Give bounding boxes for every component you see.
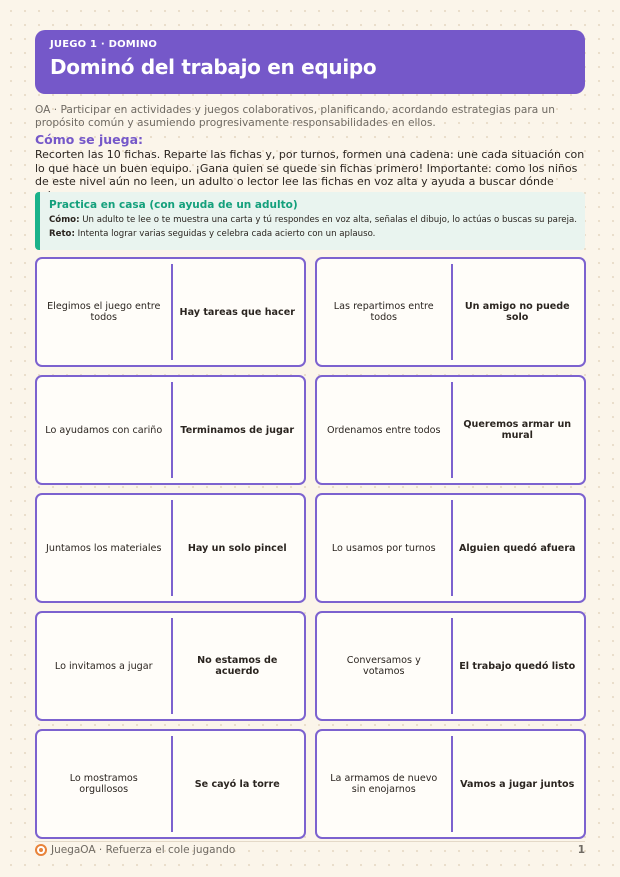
- tile-divider: [451, 500, 453, 596]
- domino-tile: [35, 257, 306, 367]
- domino-tile-grid: [35, 257, 586, 839]
- game-kicker: JUEGO 1 · DOMINO: [50, 39, 158, 50]
- domino-tile: [315, 375, 586, 485]
- practice-reto: [49, 229, 576, 239]
- tile-divider: [171, 264, 173, 360]
- tile-right-text: Se cayó la torre: [194, 778, 280, 790]
- domino-tile: [315, 611, 586, 721]
- tile-right-text: Queremos armar un mural: [463, 419, 572, 441]
- how-to-play-title: Cómo se juega:: [35, 132, 144, 147]
- tile-left-text: Lo ayudamos con cariño: [45, 424, 163, 436]
- tile-left-text: Las repartimos entre todos: [333, 301, 434, 323]
- page-number: 1: [577, 844, 585, 856]
- tile-right-text: Alguien quedó afuera: [458, 542, 576, 554]
- domino-tile: [315, 729, 586, 839]
- tile-right-text: Un amigo no puede solo: [464, 301, 570, 323]
- brand-logo-icon: [35, 844, 47, 856]
- tile-left-text: Ordenamos entre todos: [326, 424, 441, 436]
- how-to-play-text: Recorten las 10 fichas. Reparte las fichas y, por turnos, formen una cadena: une cada situación con lo que hace un buen equipo. ¡Gana quien se quede sin fichas primero! Importante: como los niños de este nivel aún no leen, un adulto o lector lee las fichas en voz alta y ayuda a buscar dónde: [35, 148, 585, 188]
- tile-left-text: Lo usamos por turnos: [331, 542, 436, 554]
- tile-divider: [451, 618, 453, 714]
- tile-left-text: Lo mostramos orgullosos: [69, 773, 138, 795]
- tile-divider: [171, 736, 173, 832]
- tile-left-text: Juntamos los materiales: [46, 542, 162, 554]
- tile-right-text: Hay un solo pincel: [187, 542, 287, 554]
- tile-right-text: El trabajo quedó listo: [459, 660, 576, 672]
- tile-left-text: La armamos de nuevo sin enojarnos: [330, 773, 438, 795]
- domino-tile: [35, 375, 306, 485]
- tile-divider: [451, 382, 453, 478]
- tile-right-text: Vamos a jugar juntos: [460, 778, 575, 790]
- tile-divider: [451, 264, 453, 360]
- domino-tile: [315, 493, 586, 603]
- tile-left-text: Lo invitamos a jugar: [54, 660, 153, 672]
- practice-title: Practica en casa (con ayuda de un adulto): [49, 199, 298, 211]
- page-footer: [35, 843, 585, 857]
- domino-tile: [35, 493, 306, 603]
- footer-divider: [35, 841, 585, 842]
- tile-right-text: No estamos de acuerdo: [197, 655, 278, 677]
- tile-divider: [171, 382, 173, 478]
- practice-box: [35, 192, 585, 250]
- page-header: [35, 30, 585, 94]
- reto-label: Reto:: [49, 229, 75, 239]
- practice-como: [49, 215, 576, 225]
- domino-tile: [35, 611, 306, 721]
- como-text: Un adulto te lee o te muestra una carta y tú respondes en voz alta, señalas el dibujo, lo actúas o buscas su pareja.: [79, 215, 577, 225]
- tile-left-text: Elegimos el juego entre todos: [47, 301, 161, 323]
- domino-tile: [315, 257, 586, 367]
- learning-objective: OA · Participar en actividades y juegos colaborativos, planificando, acordando estrategias para un propósito común y asumiendo progresivamente responsabilidades en ellos.: [35, 104, 555, 129]
- tile-left-text: Conversamos y votamos: [346, 655, 421, 677]
- tile-divider: [171, 500, 173, 596]
- tile-divider: [171, 618, 173, 714]
- domino-tile: [35, 729, 306, 839]
- como-label: Cómo:: [49, 215, 80, 225]
- footer-brand: JuegaOA · Refuerza el cole jugando: [51, 844, 236, 856]
- page-title: Dominó del trabajo en equipo: [50, 55, 377, 79]
- tile-right-text: Terminamos de jugar: [180, 424, 295, 436]
- reto-text: Intenta lograr varias seguidas y celebra cada acierto con un aplauso.: [74, 229, 376, 239]
- tile-divider: [451, 736, 453, 832]
- tile-right-text: Hay tareas que hacer: [179, 306, 295, 318]
